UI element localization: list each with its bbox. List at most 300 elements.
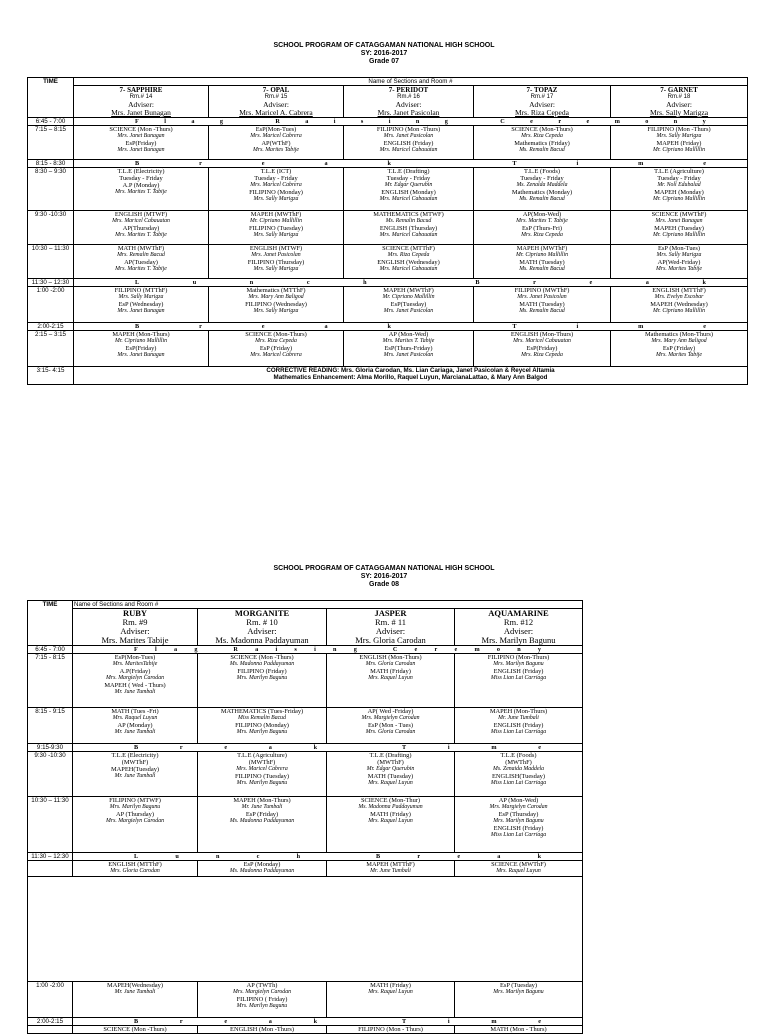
subject-entry: ENGLISH (Mon-Thurs) (510, 331, 574, 338)
banner-gap (248, 118, 250, 125)
teacher-name: Mrs. Mary Ann Baligod (651, 338, 707, 344)
subject-entry: SCIENCE (Mon-Thur) (360, 797, 421, 804)
banner-letter: e (589, 279, 593, 286)
subject-entry: (MWThF) (248, 759, 276, 766)
schedule-cell (198, 982, 327, 1018)
subject-entry: ENGLISH (Mon-Thurs) (359, 654, 422, 661)
subject-entry: SCIENCE (MWThF) (651, 211, 707, 218)
banner-letter: n (249, 279, 254, 286)
section-name: 7- PERIDOT (388, 86, 429, 94)
row-time: 8:15 - 9:15 (28, 708, 73, 744)
subject-entry: MATH (MWThF) (117, 245, 165, 252)
schedule-cell (474, 126, 611, 160)
banner-letter: u (175, 853, 179, 860)
teacher-name: Mrs. Riza Cepeda (521, 133, 563, 139)
banner-letter: m (491, 1018, 497, 1025)
teacher-name: Mrs. MaritesTabije (112, 661, 158, 667)
banner-letter: n (415, 118, 420, 125)
banner-letter: a (191, 118, 195, 125)
subject-entry: FILIPINO (Mon -Thurs) (647, 126, 711, 133)
subject-entry: T.L.E (Foods) (500, 752, 537, 759)
teacher-name: Mrs. Janet Bunagan (117, 133, 165, 139)
banner-letter: a (305, 118, 309, 125)
sections-header: Name of Sections and Room # (73, 601, 583, 609)
teacher-name: Mrs. Sally Marigza (118, 294, 164, 300)
subject-entry: EsP(Thurs-Friday) (384, 345, 433, 352)
teacher-name: Miss Remalin Bacud (238, 715, 286, 721)
teacher-name: Mrs. Gloria Carodan (110, 868, 160, 874)
schedule-cell (455, 982, 583, 1018)
teacher-name: Ms. Madonna Paddayuman (358, 804, 423, 810)
flag-raising-banner (74, 118, 748, 126)
banner-letter: a (255, 646, 259, 653)
teacher-name: Mrs. Margielyn Carodan (361, 715, 420, 721)
subject-entry: FILIPINO (Mon -Thurs) (376, 126, 441, 133)
banner-letter: e (454, 646, 458, 653)
subject-entry: FILIPINO (MWThF) (514, 287, 570, 294)
subject-entry: MAPEH (Wednesday) (650, 301, 708, 308)
g8-school-year: SY: 2016-2017 (360, 573, 408, 580)
schedule-cell (198, 797, 327, 853)
banner-gap (473, 118, 475, 125)
banner-letter: a (268, 1018, 272, 1025)
banner-letter: a (497, 853, 501, 860)
schedule-cell (327, 752, 455, 797)
teacher-name: Mrs. Maricel Cabauatan (379, 196, 438, 202)
teacher-name: Mr. June Tumbali (114, 773, 156, 779)
subject-entry: ENGLISH (MTWF) (249, 245, 303, 252)
subject-entry: EsP (Mon-Tues) (658, 245, 700, 252)
break-time: 2:00-2:15 (28, 1018, 73, 1026)
subject-entry: SCIENCE (MWThF) (491, 861, 546, 868)
teacher-name: Mrs. Marites T. Tabije (382, 338, 435, 344)
teacher-name: Mrs. Janet Pasicolan (251, 252, 301, 258)
subject-entry: AP (Monday) (117, 722, 153, 729)
subject-entry: ENGLISH (Monday) (381, 189, 436, 196)
subject-entry: EsP (Friday) (259, 345, 293, 352)
flag-time: 6:45 - 7:00 (28, 118, 74, 126)
banner-gap (451, 160, 453, 167)
schedule-cell (73, 982, 198, 1018)
teacher-name: Mrs. Maricel Cabauatan (379, 232, 438, 238)
schedule-cell (455, 861, 583, 877)
teacher-name: Mrs. Sally Marigza (656, 252, 702, 258)
teacher-name: Ms. Remalin Bacud (519, 308, 565, 314)
adviser-label: Adviser: (247, 626, 277, 636)
banner-letter: R (233, 646, 238, 653)
banner-letter: n (673, 118, 678, 125)
banner-letter: r (199, 323, 202, 330)
schedule-cell (611, 287, 748, 323)
row-time: 10:30 – 11:30 (28, 797, 73, 853)
banner-letter: k (313, 744, 318, 751)
schedule-cell (73, 752, 198, 797)
g8-grade-label: Grade 08 (369, 581, 399, 588)
teacher-name: Mr. Cipriano Mallillin (382, 294, 435, 300)
banner-letter: r (179, 1018, 183, 1025)
subject-entry: MAPEH (Mon-Thurs) (233, 797, 291, 804)
banner-letter: i (576, 323, 579, 330)
teacher-name: Mrs. Janet Pasicolan (383, 308, 434, 314)
banner-letter: r (179, 744, 183, 751)
schedule-cell (455, 654, 583, 708)
row-time: 9:30 -10:30 (28, 211, 74, 245)
subject-entry: T.L.E (Electricity) (117, 168, 165, 175)
subject-entry: MAPEH (Monday) (654, 189, 704, 196)
teacher-name: Mrs. Maricel Cabauatan (112, 218, 170, 224)
subject-entry: FILIPINO (Mon - Thurs) (358, 1026, 423, 1033)
subject-entry: AP(Tuesday) (124, 259, 158, 266)
room-number: Rm.# 18 (667, 94, 691, 100)
teacher-name: Ms. Remalin Bacud (519, 266, 565, 272)
room-number: Rm.# 15 (264, 94, 288, 100)
banner-letter: l (155, 646, 157, 653)
teacher-name: Mr. June Tumbali (114, 989, 156, 995)
banner-letter: y (702, 118, 706, 125)
schedule-cell (73, 1026, 198, 1034)
teacher-name: Ms. Madonna Paddayuman (229, 868, 295, 874)
teacher-name: Mrs. Marilyn Bagunu (236, 729, 288, 735)
break-banner (73, 1018, 583, 1026)
subject-entry: T.L.E (Drafting) (387, 168, 430, 175)
banner-letter: a (645, 279, 649, 286)
teacher-name: Mrs. Raquel Luyun (368, 989, 413, 995)
subject-entry: T.L.E (Agriculture) (237, 752, 287, 759)
teacher-name: Mrs. Riza Cepeda (521, 232, 563, 238)
flag-raising-banner (73, 646, 583, 654)
subject-entry: MAPEH (MWThF) (250, 211, 302, 218)
subject-entry: FILIPINO (Mon-Thurs) (487, 654, 550, 661)
banner-letter: r (558, 118, 562, 125)
break-time: 9:15-9:30 (28, 744, 73, 752)
break-banner (74, 323, 748, 331)
banner-letter: g (353, 646, 357, 653)
teacher-name: Ms. Zenaida Maddela (492, 766, 545, 772)
subject-entry: EsP(Friday) (125, 140, 157, 147)
banner-letter: k (387, 323, 391, 330)
banner-letter: B (134, 1018, 139, 1025)
teacher-name: Mr. Cipriano Mallillin (515, 252, 569, 258)
schedule-cell (327, 1026, 455, 1034)
teacher-name: Mrs. Marites Tabije (252, 147, 299, 153)
teacher-name: Mr. Noli Edubalad (657, 182, 701, 188)
banner-letter: e (261, 323, 265, 330)
row-time: 8:30 – 9:30 (28, 168, 74, 211)
subject-entry: AP(WThF) (261, 140, 291, 147)
subject-entry: (MWThF) (505, 759, 532, 766)
banner-letter: C (500, 118, 505, 125)
subject-entry: EsP(Mon-Tues) (255, 126, 297, 133)
subject-entry: EsP (Friday) (245, 811, 279, 818)
teacher-name: Mrs. Marites Tabije (655, 352, 702, 358)
room-number: Rm. #12 (503, 617, 534, 627)
subject-entry: FILIPINO (Friday) (237, 668, 287, 675)
subject-entry: Mathematics (MTThF) (246, 287, 306, 294)
subject-entry: A.P (Monday) (122, 182, 160, 189)
section-name: 7- SAPPHIRE (119, 86, 163, 94)
subject-entry: ENGLISH (Thursday) (379, 225, 438, 232)
schedule-cell (344, 211, 474, 245)
row-time: 9:30 -10:30 (28, 752, 73, 797)
row-time: 2:15 – 3:15 (28, 331, 74, 367)
subject-entry: ENGLISH (Friday) (493, 722, 544, 729)
teacher-name: Mrs. Raquel Luyun (496, 868, 541, 874)
section-header-cell (327, 609, 455, 646)
subject-entry: ENGLISH(Tuesday) (491, 773, 546, 780)
g7-school-year: SY: 2016-2017 (360, 50, 408, 57)
teacher-name: Ms. Zenaida Maddela (516, 182, 568, 188)
teacher-name: Miss Lian Lai Carriaga (490, 729, 547, 735)
schedule-cell (198, 752, 327, 797)
teacher-name: Mr. Edgar Querubin (366, 766, 415, 772)
schedule-cell (344, 168, 474, 211)
banner-letter: i (447, 1018, 450, 1025)
teacher-name: Mrs. Marilyn Bagunu (236, 675, 288, 681)
banner-letter: h (363, 279, 367, 286)
teacher-name: Miss Lian Lai Carriaga (490, 780, 547, 786)
schedule-cell (474, 245, 611, 279)
teacher-name: Mrs. Marilyn Bagunu (236, 1003, 288, 1009)
schedule-cell (209, 211, 344, 245)
teacher-name: Mrs. Janet Bunagan (117, 352, 165, 358)
teacher-name: Mrs. Janet Bunagan (655, 218, 703, 224)
room-number: Rm. # 10 (246, 617, 278, 627)
schedule-cell (73, 797, 198, 853)
teacher-name: Ms. Madonna Paddayuman (229, 818, 295, 824)
teacher-name: Mr. June Tumbali (241, 804, 283, 810)
teacher-name: Mrs. Riza Cepeda (387, 252, 430, 258)
banner-letter: o (496, 646, 500, 653)
time-header: TIME (28, 78, 74, 118)
time-header: TIME (28, 601, 73, 646)
break-time: 8:15 - 8:30 (28, 160, 74, 168)
schedule-cell (198, 708, 327, 744)
subject-entry: AP (Thursday) (116, 811, 154, 818)
subject-entry: MATH (Tues -Fri) (111, 708, 159, 715)
schedule-cell (74, 331, 209, 367)
room-number: Rm.# 17 (530, 94, 554, 100)
section-name: RUBY (122, 608, 148, 618)
subject-entry: EsP(Mon-Tues) (114, 654, 156, 661)
subject-entry: Mathematics (Friday) (514, 140, 570, 147)
grade08-schedule-table (27, 600, 583, 1034)
subject-entry: EsP (Mon - Tues) (367, 722, 414, 729)
corrective-reading-note: CORRECTIVE READING: Mrs. Gloria Carodan, Ms. Lian Cariaga, Janet Pasicolan & Reycel Altamia (266, 367, 555, 374)
subject-entry: FILIPINO (Thursday) (247, 259, 305, 266)
schedule-cell (198, 861, 327, 877)
subject-entry: FILIPINO (MTWF) (109, 797, 161, 804)
banner-letter: g (194, 646, 198, 653)
room-number: Rm.# 14 (129, 94, 153, 100)
banner-letter: h (296, 853, 301, 860)
teacher-name: Mrs. Evelyn Escobar (654, 294, 704, 300)
banner-letter: a (324, 323, 328, 330)
adviser-name: Mrs. Marites Tabije (101, 635, 169, 645)
row-time: 7:15 - 8:15 (28, 654, 73, 708)
teacher-name: Mrs. Marilyn Bagunu (236, 780, 288, 786)
break-banner (73, 744, 583, 752)
subject-entry: MATH (Mon - Thurs) (490, 1026, 547, 1033)
banner-letter: k (387, 160, 391, 167)
break-time: 2:00-2:15 (28, 323, 74, 331)
subject-entry: EsP (Tuesday) (500, 982, 537, 989)
banner-letter: T (512, 160, 517, 167)
row-time-empty (28, 861, 73, 877)
banner-letter: B (135, 160, 140, 167)
subject-entry: T.L.E (Electricity) (111, 752, 159, 759)
schedule-cell (611, 168, 748, 211)
banner-letter: k (537, 853, 542, 860)
banner-letter: c (256, 853, 260, 860)
schedule-cell (209, 287, 344, 323)
subject-entry: FILIPINO (Wednesday) (245, 301, 307, 308)
schedule-cell (73, 654, 198, 708)
teacher-name: Mrs. Maricel Cabrera (250, 352, 302, 358)
sections-header: Name of Sections and Room # (74, 78, 748, 86)
banner-letter: L (134, 853, 139, 860)
subject-entry: (MWThF) (377, 759, 404, 766)
subject-entry: MATHEMATICS (Tues-Friday) (220, 708, 304, 715)
teacher-name: Mrs. Mary Ann Baligod (248, 294, 304, 300)
banner-gap (451, 323, 453, 330)
schedule-cell (611, 331, 748, 367)
teacher-name: Mrs. Janet Pasicolan (383, 352, 434, 358)
schedule-cell (344, 287, 474, 323)
room-number: Rm. # 11 (374, 617, 407, 627)
teacher-name: Ms. Remalin Bacud (519, 196, 565, 202)
subject-entry: AP (Mon-Wed) (388, 331, 429, 338)
banner-letter: u (192, 279, 197, 286)
subject-entry: EsP (Thurs-Fri) (521, 225, 563, 232)
adviser-name: Mrs. Riza Cepeda (515, 108, 569, 117)
schedule-cell (327, 982, 455, 1018)
teacher-name: Mr. June Tumbali (114, 689, 156, 695)
teacher-name: Mrs. Maricel Cabauatan (379, 147, 438, 153)
schedule-cell (327, 708, 455, 744)
banner-gap (215, 646, 217, 653)
banner-letter: T (512, 323, 517, 330)
banner-letter: y (537, 646, 541, 653)
banner-letter: e (703, 160, 706, 167)
schedule-cell (198, 654, 327, 708)
banner-gap (374, 646, 376, 653)
banner-letter: B (376, 853, 381, 860)
subject-entry: MAPEH (Friday) (656, 140, 702, 147)
subject-entry: SCIENCE (MTThF) (382, 245, 435, 252)
page-gap (28, 877, 583, 982)
banner-letter: e (586, 118, 590, 125)
teacher-name: Mrs. Margielyn Carodan (489, 804, 548, 810)
schedule-cell (74, 211, 209, 245)
teacher-name: Mrs. Marites T. Tabije (115, 189, 167, 195)
lunch-banner (73, 853, 583, 861)
section-name: 7- OPAL (262, 86, 290, 94)
schedule-cell (474, 287, 611, 323)
section-header-cell (611, 86, 748, 118)
subject-entry: AP(Wed-Friday) (657, 259, 701, 266)
teacher-name: Mrs. Marilyn Bagunu (109, 804, 161, 810)
teacher-name: Mr. June Tumbali (114, 729, 156, 735)
teacher-name: Mr. Cipriano Mallillin (114, 338, 168, 344)
section-name: 7- GARNET (660, 86, 698, 94)
row-time: 1:00 -2:00 (28, 982, 73, 1018)
section-name: 7- TOPAZ (526, 86, 558, 94)
subject-entry: FILIPINO (MTThF) (114, 287, 168, 294)
subject-entry: SCIENCE (Mon-Thurs) (511, 126, 573, 133)
subject-entry: FILIPINO (Tuesday) (249, 225, 303, 232)
adviser-label: Adviser: (120, 626, 150, 636)
schedule-cell (455, 708, 583, 744)
schedule-cell (611, 245, 748, 279)
subject-entry: ENGLISH (Mon -Thurs) (230, 1026, 294, 1033)
subject-entry: AP (TWTh) (246, 982, 278, 989)
row-time: 10:30 – 11:30 (28, 245, 74, 279)
subject-entry: MATHEMATICS (MTWF) (373, 211, 444, 218)
banner-letter: g (444, 118, 448, 125)
schedule-cell (611, 126, 748, 160)
teacher-name: Mrs. Raquel Luyun (368, 675, 413, 681)
adviser-name: Ms. Madonna Paddayuman (215, 635, 309, 645)
teacher-name: Mr. Cipriano Mallillin (652, 232, 706, 238)
adviser-name: Mrs. Gloria Carodan (355, 635, 426, 645)
adviser-label: Adviser: (529, 100, 555, 109)
banner-letter: e (538, 1018, 541, 1025)
banner-letter: g (219, 118, 223, 125)
adviser-label: Adviser: (375, 626, 406, 636)
schedule-cell (209, 245, 344, 279)
grade07-schedule-table (27, 77, 748, 385)
section-header-cell (474, 86, 611, 118)
banner-letter: o (645, 118, 649, 125)
subject-entry: ENGLISH (MTThF) (652, 287, 706, 294)
subject-entry: Tuesday - Friday (657, 175, 701, 182)
break-banner (74, 160, 748, 168)
banner-letter: r (434, 646, 438, 653)
banner-letter: r (533, 279, 536, 286)
row-time: 1:00 -2:00 (28, 287, 74, 323)
subject-entry: ENGLISH (Wednesday) (377, 259, 440, 266)
banner-letter: n (216, 853, 220, 860)
banner-letter: r (199, 160, 202, 167)
adviser-name: Mrs. Janet Pasicolan (377, 108, 440, 117)
teacher-name: Mrs. Riza Cepeda (521, 352, 563, 358)
banner-letter: i (275, 646, 278, 653)
schedule-cell (209, 126, 344, 160)
schedule-cell (198, 1026, 327, 1034)
adviser-label: Adviser: (395, 100, 422, 109)
subject-entry: MAPEH(Wednesday) (107, 982, 163, 989)
teacher-name: Mrs. Marites T. Tabije (115, 232, 167, 238)
lunch-banner (74, 279, 748, 287)
subject-entry: T.L.E (Foods) (524, 168, 560, 175)
teacher-name: Mrs. Janet Pasicolan (383, 133, 434, 139)
section-header-cell (344, 86, 474, 118)
banner-letter: m (614, 118, 620, 125)
banner-letter: e (457, 853, 461, 860)
subject-entry: MAPEH (Mon-Thurs) (489, 708, 548, 715)
teacher-name: Mr. Edgar Querubin (384, 182, 433, 188)
banner-gap (337, 853, 339, 860)
subject-entry: MATH (Tuesday) (367, 773, 414, 780)
schedule-cell (344, 331, 474, 367)
subject-entry: ENGLISH (MTThF) (108, 861, 162, 868)
schedule-cell (74, 168, 209, 211)
banner-letter: B (135, 323, 140, 330)
subject-entry: FILIPINO (Monday) (249, 189, 303, 196)
banner-letter: i (388, 118, 391, 125)
teacher-name: Mr. June Tumbali (370, 868, 411, 874)
subject-entry: FILIPINO ( Friday) (236, 996, 288, 1003)
